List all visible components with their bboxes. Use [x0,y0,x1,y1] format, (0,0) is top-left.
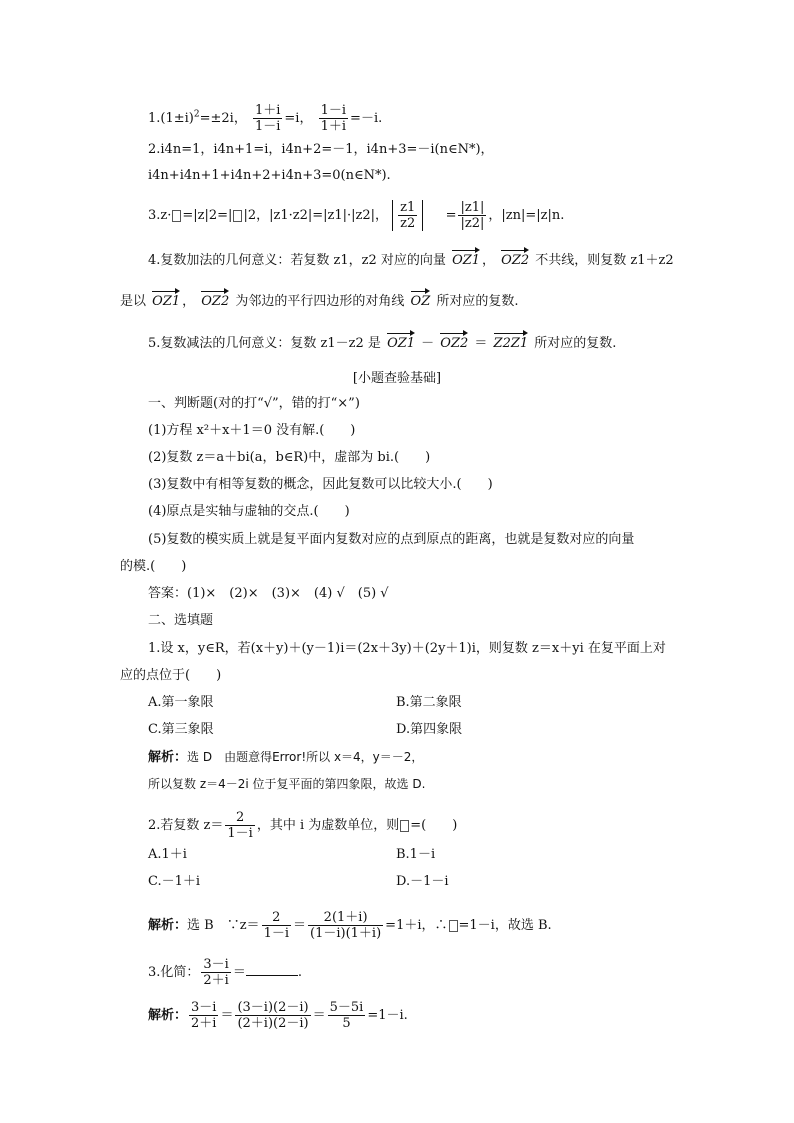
problem-2-fraction: $\frac{2}{1-i}$ [227,810,253,841]
judge-q2: (2)复数 z＝a＋bi(a，b∈R)中，虚部为 bi.( ) [148,450,431,465]
solution-label: 解析： [148,750,188,765]
part-2-heading: 二、选填题 [148,613,214,628]
fact-1-end: =－i. [350,111,383,126]
problem-1-solution-line-2: 所以复数 z＝4－2i 位于复平面的第四象限，故选 D. [148,777,426,791]
fact-1-text-2: =i， [284,111,313,126]
problem-2: 2.若复数 z＝ $\frac{2}{1-i}$ ，其中 i 为虚数单位，则 =( ) [148,810,458,841]
fact-2-line-1: 2.i4n=1，i4n+1=i，i4n+2=－1，i4n+3=－i(n∈N*)， [148,142,494,157]
fact-1-exponent: 2 [193,109,200,120]
vector-oz1: OZ1 [387,332,415,353]
conjugate-placeholder-icon [233,210,242,222]
fact-3-prefix: 3.z· [148,208,172,223]
fact-1-prefix: 1.(1±i) [148,111,194,126]
judge-q1: (1)方程 x²＋x＋1＝0 没有解.( ) [148,423,356,438]
problem-1-solution-line-1: 解析：选 D 由题意得Error!所以 x＝4，y＝－2， [148,750,424,765]
part-1-heading: 一、判断题(对的打“√”，错的打“×”) [148,396,360,411]
fact-3-eq-fraction: $\frac{|z1|}{|z2|}$ [460,200,485,231]
problem-2-solution: 解析：选 B ∵z＝ $\frac{2}{1-i}$ ＝ $\frac{2(1+i)}{(1-i)(1+i)}$ =1＋i，∴ =1－i，故选 B. [148,910,552,941]
problem-1-option-c: C.第三象限 [148,722,214,737]
problem-1-option-d: D.第四象限 [396,722,463,737]
vector-oz1: OZ1 [152,290,180,311]
problem-2-option-d: D.－1－i [396,874,449,889]
fact-1-fraction-a: $\frac{1+i}{1-i}$ [254,103,281,134]
problem-1-line-1: 1.设 x，y∈R，若(x＋y)＋(y－1)i＝(2x＋3y)＋(2y＋1)i，则复数 z＝x＋yi 在复平面上对 [148,641,666,656]
vector-oz: OZ [411,290,431,311]
vector-z2z1: Z2Z1 [494,332,529,353]
solution-label: 解析： [148,1008,188,1023]
conjugate-placeholder-icon [400,820,409,832]
fact-1-fraction-b: $\frac{1-i}{1+i}$ [320,103,347,134]
problem-2-option-a: A.1＋i [148,847,187,862]
conjugate-placeholder-icon [172,210,181,222]
vector-oz1: OZ1 [452,249,480,270]
fact-3-end: ，|zn|=|z|n. [488,208,565,223]
fact-1 [148,103,382,134]
fact-4-line-2: 是以 OZ1 ， OZ2 为邻边的平行四边形的对角线 OZ 所对应的复数. [120,290,519,311]
fact-4-line-1: 4.复数加法的几何意义：若复数 z1，z2 对应的向量 OZ1 ， OZ2 不共线，则复数 z1＋z2 [148,249,674,270]
problem-3-solution: 解析： $\frac{3-i}{2+i}$ ＝ $\frac{(3-i)(2-i)}{(2+i)(2-i)}$ ＝ $\frac{5-5i}{5}$ =1－i. [148,1000,408,1031]
judge-q5-line-1: (5)复数的模实质上就是复平面内复数对应的点到原点的距离，也就是复数对应的向量 [148,532,635,547]
solution-label: 解析： [148,918,188,933]
problem-1-line-2: 应的点位于( ) [120,668,222,683]
judge-q3: (3)复数中有相等复数的概念，因此复数可以比较大小.( ) [148,477,493,492]
vector-oz2: OZ2 [440,332,468,353]
conjugate-placeholder-icon [449,920,458,932]
fact-3-text: =|z|2=| [182,208,233,223]
judge-answer: 答案：(1)× (2)× (3)× (4) √ (5) √ [148,586,389,601]
vector-oz2: OZ2 [201,290,229,311]
fact-2-line-2: i4n+i4n+1+i4n+2+i4n+3=0(n∈N*). [148,168,391,183]
problem-2-option-b: B.1－i [396,847,436,862]
problem-1-option-b: B.第二象限 [396,695,462,710]
fact-3 [148,200,564,231]
problem-3: 3.化简： $\frac{3-i}{2+i}$ ＝ . [148,957,302,988]
vector-oz2: OZ2 [501,249,529,270]
fact-3-abs-fraction: $\frac{z1}{z2}$ [392,200,423,231]
problem-1-option-a: A.第一象限 [148,695,214,710]
answer-blank[interactable] [246,963,298,976]
fact-1-text: =±2i， [199,111,247,126]
fact-3-text-2: |2，|z1·z2|=|z1|·|z2|， [243,208,389,223]
judge-q4: (4)原点是实轴与虚轴的交点.( ) [148,504,350,519]
section-title: [小题查验基础] [352,371,442,386]
problem-2-option-c: C.－1＋i [148,874,201,889]
judge-q5-line-2: 的模.( ) [120,559,187,574]
fact-3-equals: = [445,208,457,223]
fact-5: 5.复数减法的几何意义：复数 z1－z2 是 OZ1 － OZ2 ＝ Z2Z1 所对应的复数. [148,332,616,353]
